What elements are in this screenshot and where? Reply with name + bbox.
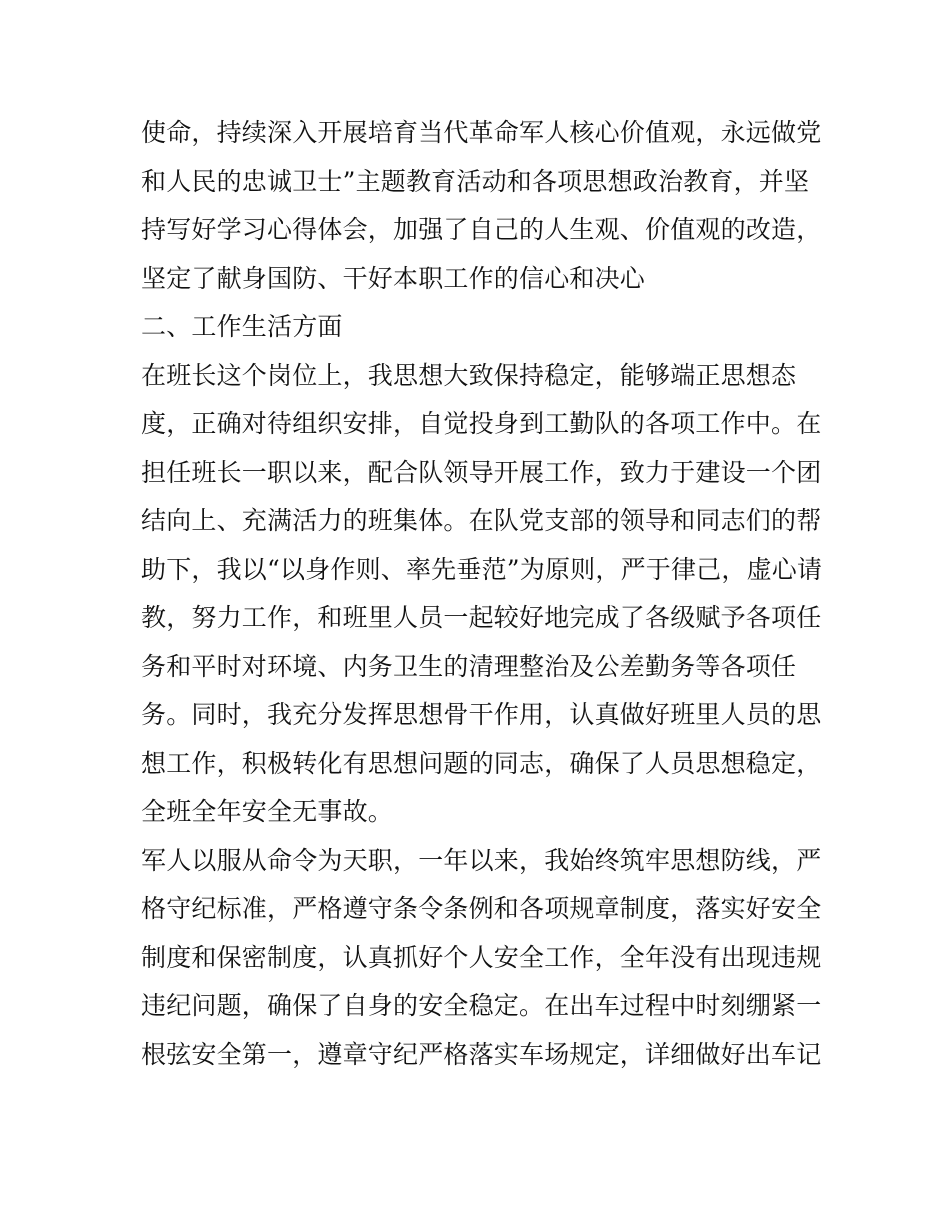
text-line: 制度和保密制度，认真抓好个人安全工作，全年没有出现违规 (141, 942, 822, 972)
text-line: 务。同时，我充分发挥思想骨干作用，认真做好班里人员的思 (141, 700, 822, 729)
text-line: 坚定了献身国防、干好本职工作的信心和决心 (141, 263, 646, 293)
text-line: 违纪问题，确保了自身的安全稳定。在出车过程中时刻绷紧一 (141, 991, 822, 1020)
text-line: 助下，我以“以身作则、率先垂范”为原则，严于律己，虚心请 (141, 554, 823, 584)
text-line: 度，正确对待组织安排，自觉投身到工勤队的各项工作中。在 (141, 409, 822, 438)
text-line: 格守纪标准，严格遵守条令条例和各项规章制度，落实好安全 (141, 894, 822, 923)
text-line: 在班长这个岗位上，我思想大致保持稳定，能够端正思想态 (141, 360, 797, 390)
text-line: 军人以服从命令为天职，一年以来，我始终筑牢思想防线，严 (141, 845, 822, 875)
text-line: 务和平时对环境、内务卫生的清理整治及公差勤务等各项任 (141, 651, 797, 681)
section-heading: 二、工作生活方面 (141, 312, 343, 341)
text-line: 教，努力工作，和班里人员一起较好地完成了各级赋予各项任 (141, 603, 822, 632)
document-body (141, 109, 821, 1079)
text-line: 使命，持续深入开展培育当代革命军人核心价值观，永远做党 (141, 118, 822, 147)
text-line: 结向上、充满活力的班集体。在队党支部的领导和同志们的帮 (141, 506, 822, 535)
text-line: 全班全年安全无事故。 (141, 797, 394, 826)
text-line: 和人民的忠诚卫士”主题教育活动和各项思想政治教育，并坚 (141, 166, 810, 196)
text-line: 想工作，积极转化有思想问题的同志，确保了人员思想稳定， (141, 748, 822, 778)
text-line: 持写好学习心得体会，加强了自己的人生观、价值观的改造， (141, 215, 822, 244)
text-line: 担任班长一职以来，配合队领导开展工作，致力于建设一个团 (141, 457, 822, 487)
text-line: 根弦安全第一，遵章守纪严格落实车场规定，详细做好出车记 (141, 1039, 822, 1069)
